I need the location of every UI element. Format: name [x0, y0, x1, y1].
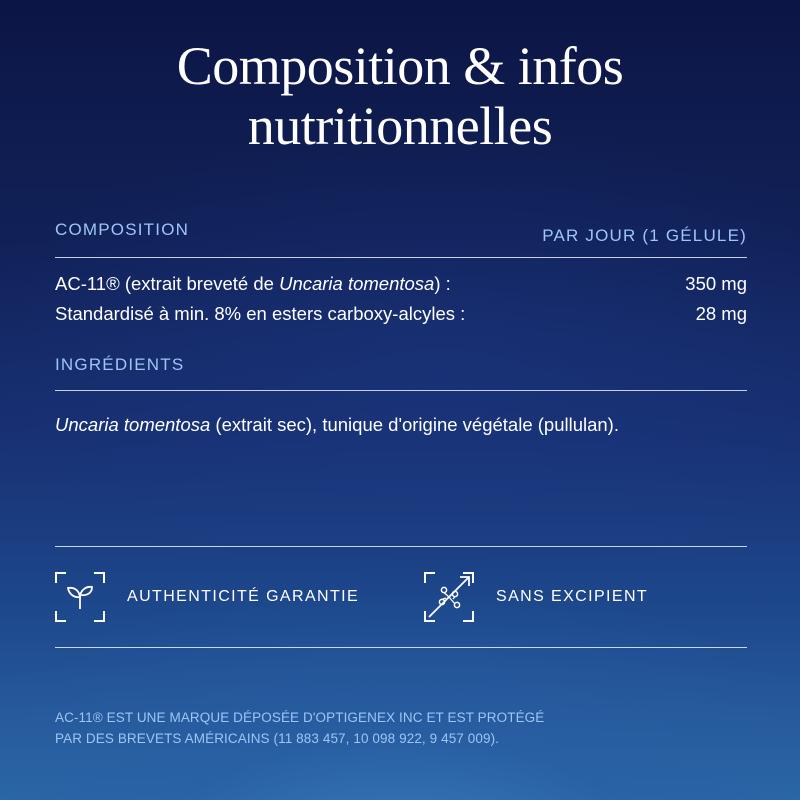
title-line-2: nutritionnelles — [247, 96, 553, 156]
badge-authenticity-label: AUTHENTICITÉ GARANTIE — [127, 588, 360, 605]
ingredients-italic: Uncaria tomentosa — [55, 414, 211, 435]
ingredients-heading: INGRÉDIENTS — [55, 355, 185, 374]
composition-row-label: Standardisé à min. 8% en esters carboxy-alcyles : — [55, 303, 466, 324]
badge-authenticity — [55, 572, 359, 622]
ingredients-text — [55, 414, 747, 436]
badges-top-divider — [55, 546, 747, 547]
badge-no-excipient — [424, 572, 648, 622]
page-title — [0, 36, 800, 156]
composition-row — [55, 303, 747, 325]
composition-heading: COMPOSITION — [55, 220, 190, 239]
composition-row — [55, 273, 747, 295]
title-line-1: Composition & infos — [176, 36, 624, 96]
ingredients-rest: (extrait sec), tunique d'origine végétale (pullulan). — [210, 414, 619, 435]
badges-bottom-divider — [55, 647, 747, 648]
badge-no-excipient-label: SANS EXCIPIENT — [496, 588, 649, 605]
trademark-footnote — [55, 707, 655, 749]
sprout-icon — [55, 572, 105, 622]
composition-row-label: AC-11® (extrait breveté de Uncaria tomentosa) : — [55, 273, 451, 294]
no-excipient-icon — [424, 572, 474, 622]
footnote-line-1: AC-11® EST UNE MARQUE DÉPOSÉE D'OPTIGENEX INC ET EST PROTÉGÉ — [55, 710, 545, 725]
ingredients-divider — [55, 390, 747, 391]
composition-row-value: 28 mg — [695, 303, 747, 324]
composition-row-value: 350 mg — [685, 273, 747, 294]
footnote-line-2: PAR DES BREVETS AMÉRICAINS (11 883 457, 10 098 922, 9 457 009). — [55, 731, 500, 746]
composition-divider — [55, 257, 747, 258]
per-day-heading: PAR JOUR (1 GÉLULE) — [542, 226, 747, 245]
